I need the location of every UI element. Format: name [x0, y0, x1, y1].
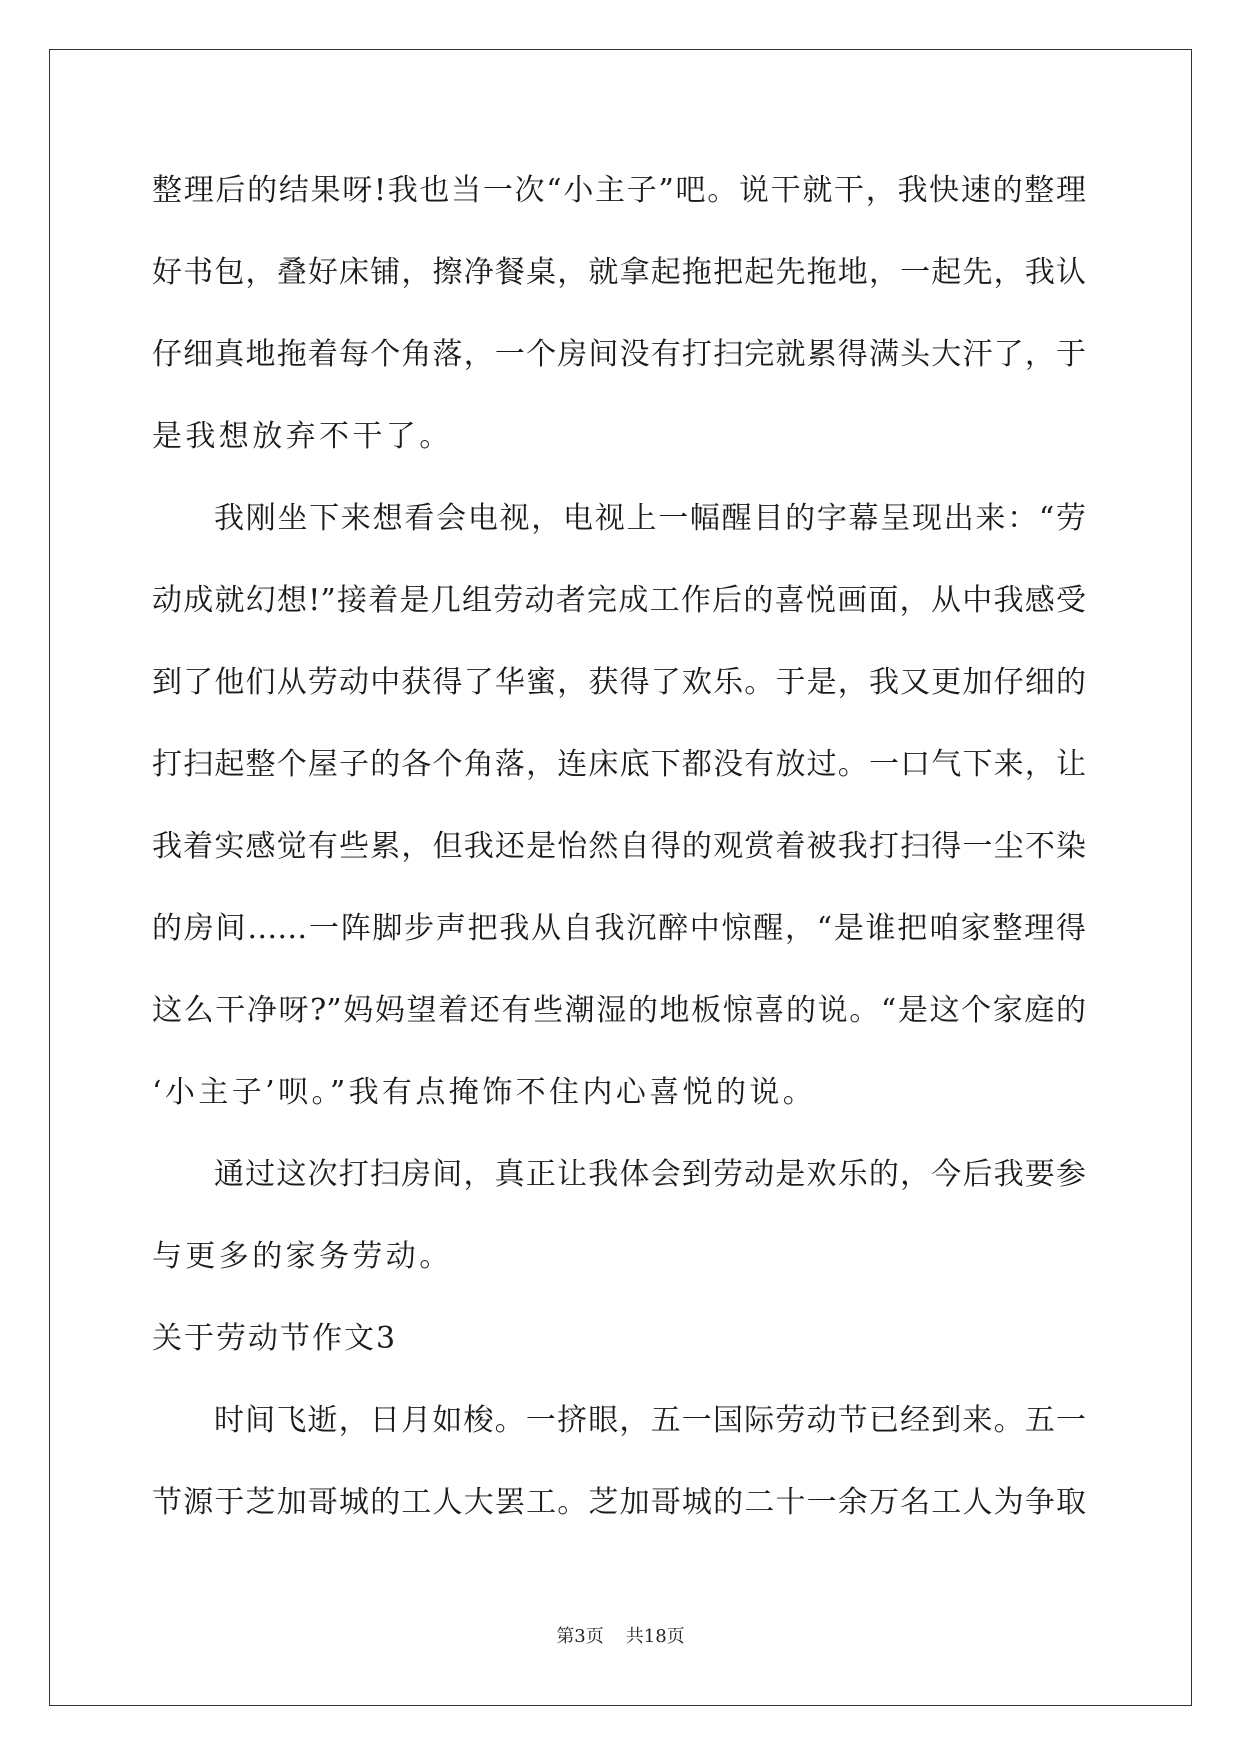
section-heading: 关于劳动节作文3 [152, 1321, 398, 1356]
paragraph-line: 好书包，叠好床铺，擦净餐桌，就拿起拖把起先拖地，一起先，我认 [152, 255, 1086, 290]
paragraph-line: 到了他们从劳动中获得了华蜜，获得了欢乐。于是，我又更加仔细的 [152, 665, 1086, 700]
paragraph-line: 仔细真地拖着每个角落，一个房间没有打扫完就累得满头大汗了，于 [152, 337, 1086, 372]
paragraph-line: 打扫起整个屋子的各个角落，连床底下都没有放过。一口气下来，让 [152, 747, 1086, 782]
paragraph-line: 这么干净呀?”妈妈望着还有些潮湿的地板惊喜的说。“是这个家庭的 [152, 993, 1086, 1028]
page-number-current: 第3页 [556, 1626, 604, 1647]
paragraph-line: 动成就幻想!”接着是几组劳动者完成工作后的喜悦画面，从中我感受 [152, 583, 1086, 618]
paragraph-line: 通过这次打扫房间，真正让我体会到劳动是欢乐的，今后我要参 [214, 1157, 1086, 1192]
paragraph-line: 整理后的结果呀!我也当一次“小主子”吧。说干就干，我快速的整理 [152, 173, 1086, 208]
paragraph-line: 时间飞逝，日月如梭。一挤眼，五一国际劳动节已经到来。五一 [214, 1403, 1086, 1438]
document-body [152, 150, 1086, 1544]
paragraph-line: 是我想放弃不干了。 [152, 419, 453, 454]
paragraph-line: 我着实感觉有些累，但我还是怡然自得的观赏着被我打扫得一尘不染 [152, 829, 1086, 864]
page-footer [0, 1622, 1241, 1648]
page-number-total: 共18页 [625, 1626, 685, 1647]
paragraph-line: 的房间……一阵脚步声把我从自我沉醉中惊醒，“是谁把咱家整理得 [152, 911, 1086, 946]
paragraph-line: 我刚坐下来想看会电视，电视上一幅醒目的字幕呈现出来：“劳 [214, 501, 1086, 536]
paragraph-line: 与更多的家务劳动。 [152, 1239, 453, 1274]
paragraph-line: ‘小主子’呗。”我有点掩饰不住内心喜悦的说。 [152, 1075, 817, 1110]
paragraph-line: 节源于芝加哥城的工人大罢工。芝加哥城的二十一余万名工人为争取 [152, 1485, 1086, 1520]
